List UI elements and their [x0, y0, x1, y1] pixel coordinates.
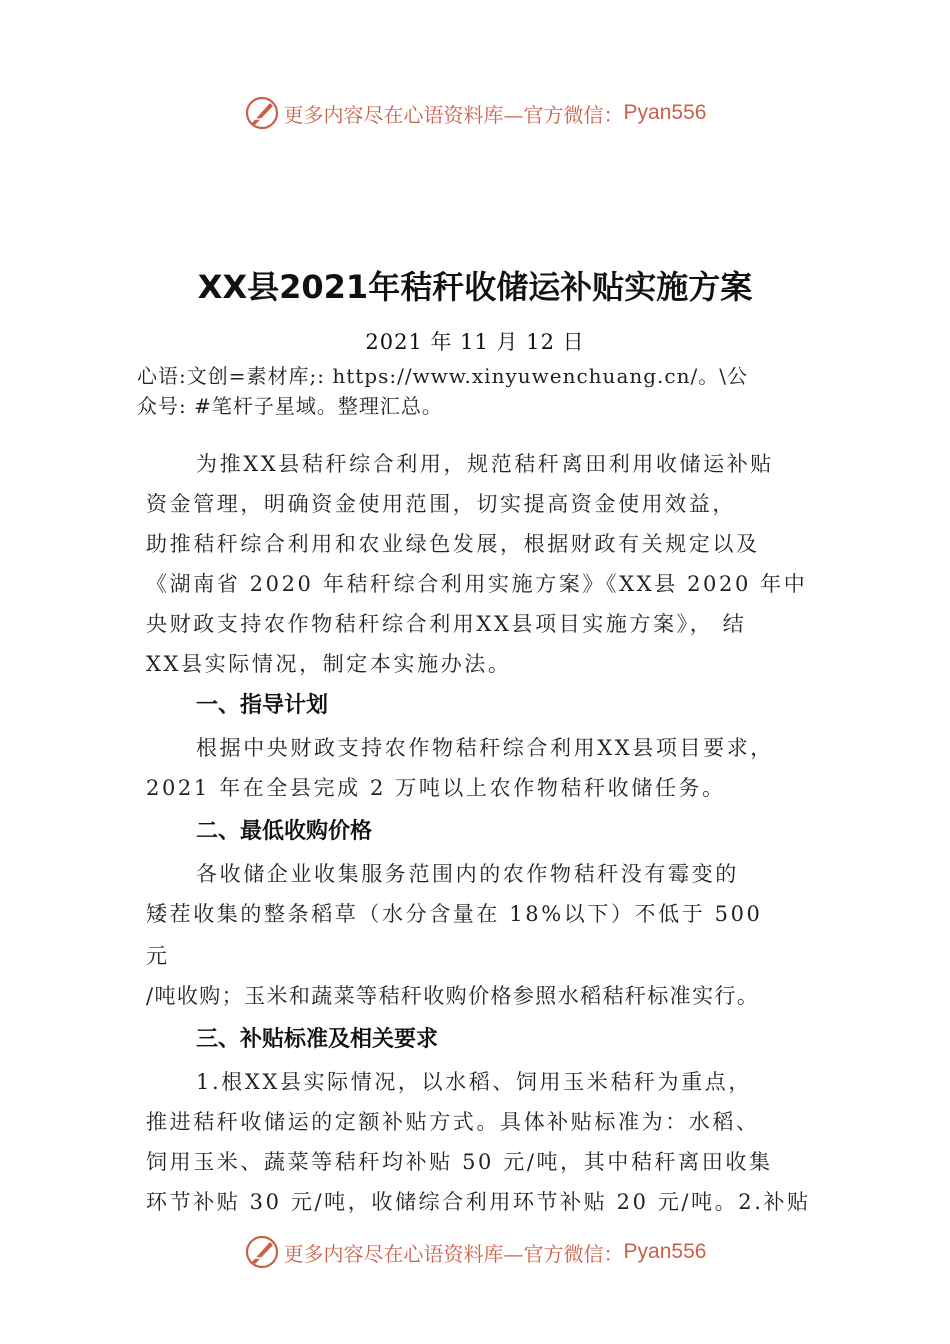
source-note-line-2: 众号: #笔杆子星域。整理汇总。 [137, 394, 443, 418]
intro-line-6: XX县实际情况，制定本实施办法。 [146, 652, 512, 676]
section-2-line-4: /吨收购；玉米和蔬菜等秸秆收购价格参照水稻秸秆标准实行。 [146, 984, 760, 1008]
section-3-heading: 三、补贴标准及相关要求 [196, 1027, 439, 1052]
quill-logo-icon [244, 95, 280, 131]
intro-line-4: 《湖南省 2020 年秸秆综合利用实施方案》《XX县 2020 年中 [146, 572, 808, 596]
intro-line-1: 为推XX县秸秆综合利用，规范秸秆离田利用收储运补贴 [196, 452, 774, 476]
section-3-line-4: 环节补贴 30 元/吨，收储综合利用环节补贴 20 元/吨。2.补贴 [146, 1190, 811, 1214]
section-1-heading: 一、指导计划 [196, 693, 329, 718]
footer-banner [0, 1232, 950, 1272]
banner-text: 更多内容尽在心语资料库—官方微信： [283, 102, 624, 127]
section-3-line-1: 1.根XX县实际情况，以水稻、饲用玉米秸秆为重点， [196, 1070, 752, 1094]
document-title: XX县2021年秸秆收储运补贴实施方案 [197, 268, 753, 306]
section-1-line-1: 根据中央财政支持农作物秸秆综合利用XX县项目要求， [196, 736, 774, 760]
section-2-line-2: 矮茬收集的整条稻草（水分含量在 18%以下）不低于 500 [146, 902, 763, 926]
intro-line-5: 央财政支持农作物秸秆综合利用XX县项目实施方案》， 结 [146, 612, 747, 636]
document-date: 2021 年 11 月 12 日 [365, 330, 585, 354]
section-3-line-2: 推进秸秆收储运的定额补贴方式。具体补贴标准为：水稻、 [146, 1110, 760, 1134]
source-note-line-1: 心语:文创=素材库;: https://www.xinyuwenchuang.cn/。\公 [137, 364, 748, 388]
quill-logo-icon [244, 1234, 280, 1270]
banner-text: 更多内容尽在心语资料库—官方微信： [283, 1241, 624, 1266]
section-3-line-3: 饲用玉米、蔬菜等秸秆均补贴 50 元/吨，其中秸秆离田收集 [146, 1150, 773, 1174]
intro-line-3: 助推秸秆综合利用和农业绿色发展，根据财政有关规定以及 [146, 532, 760, 556]
section-2-line-3: 元 [146, 944, 170, 968]
banner-wechat-id: Pyan556 [623, 1240, 707, 1263]
section-2-line-1: 各收储企业收集服务范围内的农作物秸秆没有霉变的 [196, 862, 739, 886]
banner-wechat-id: Pyan556 [623, 101, 707, 124]
intro-line-2: 资金管理，明确资金使用范围，切实提高资金使用效益， [146, 492, 736, 516]
section-2-heading: 二、最低收购价格 [196, 819, 373, 844]
section-1-line-2: 2021 年在全县完成 2 万吨以上农作物秸秆收储任务。 [146, 776, 726, 800]
header-banner [0, 93, 950, 133]
